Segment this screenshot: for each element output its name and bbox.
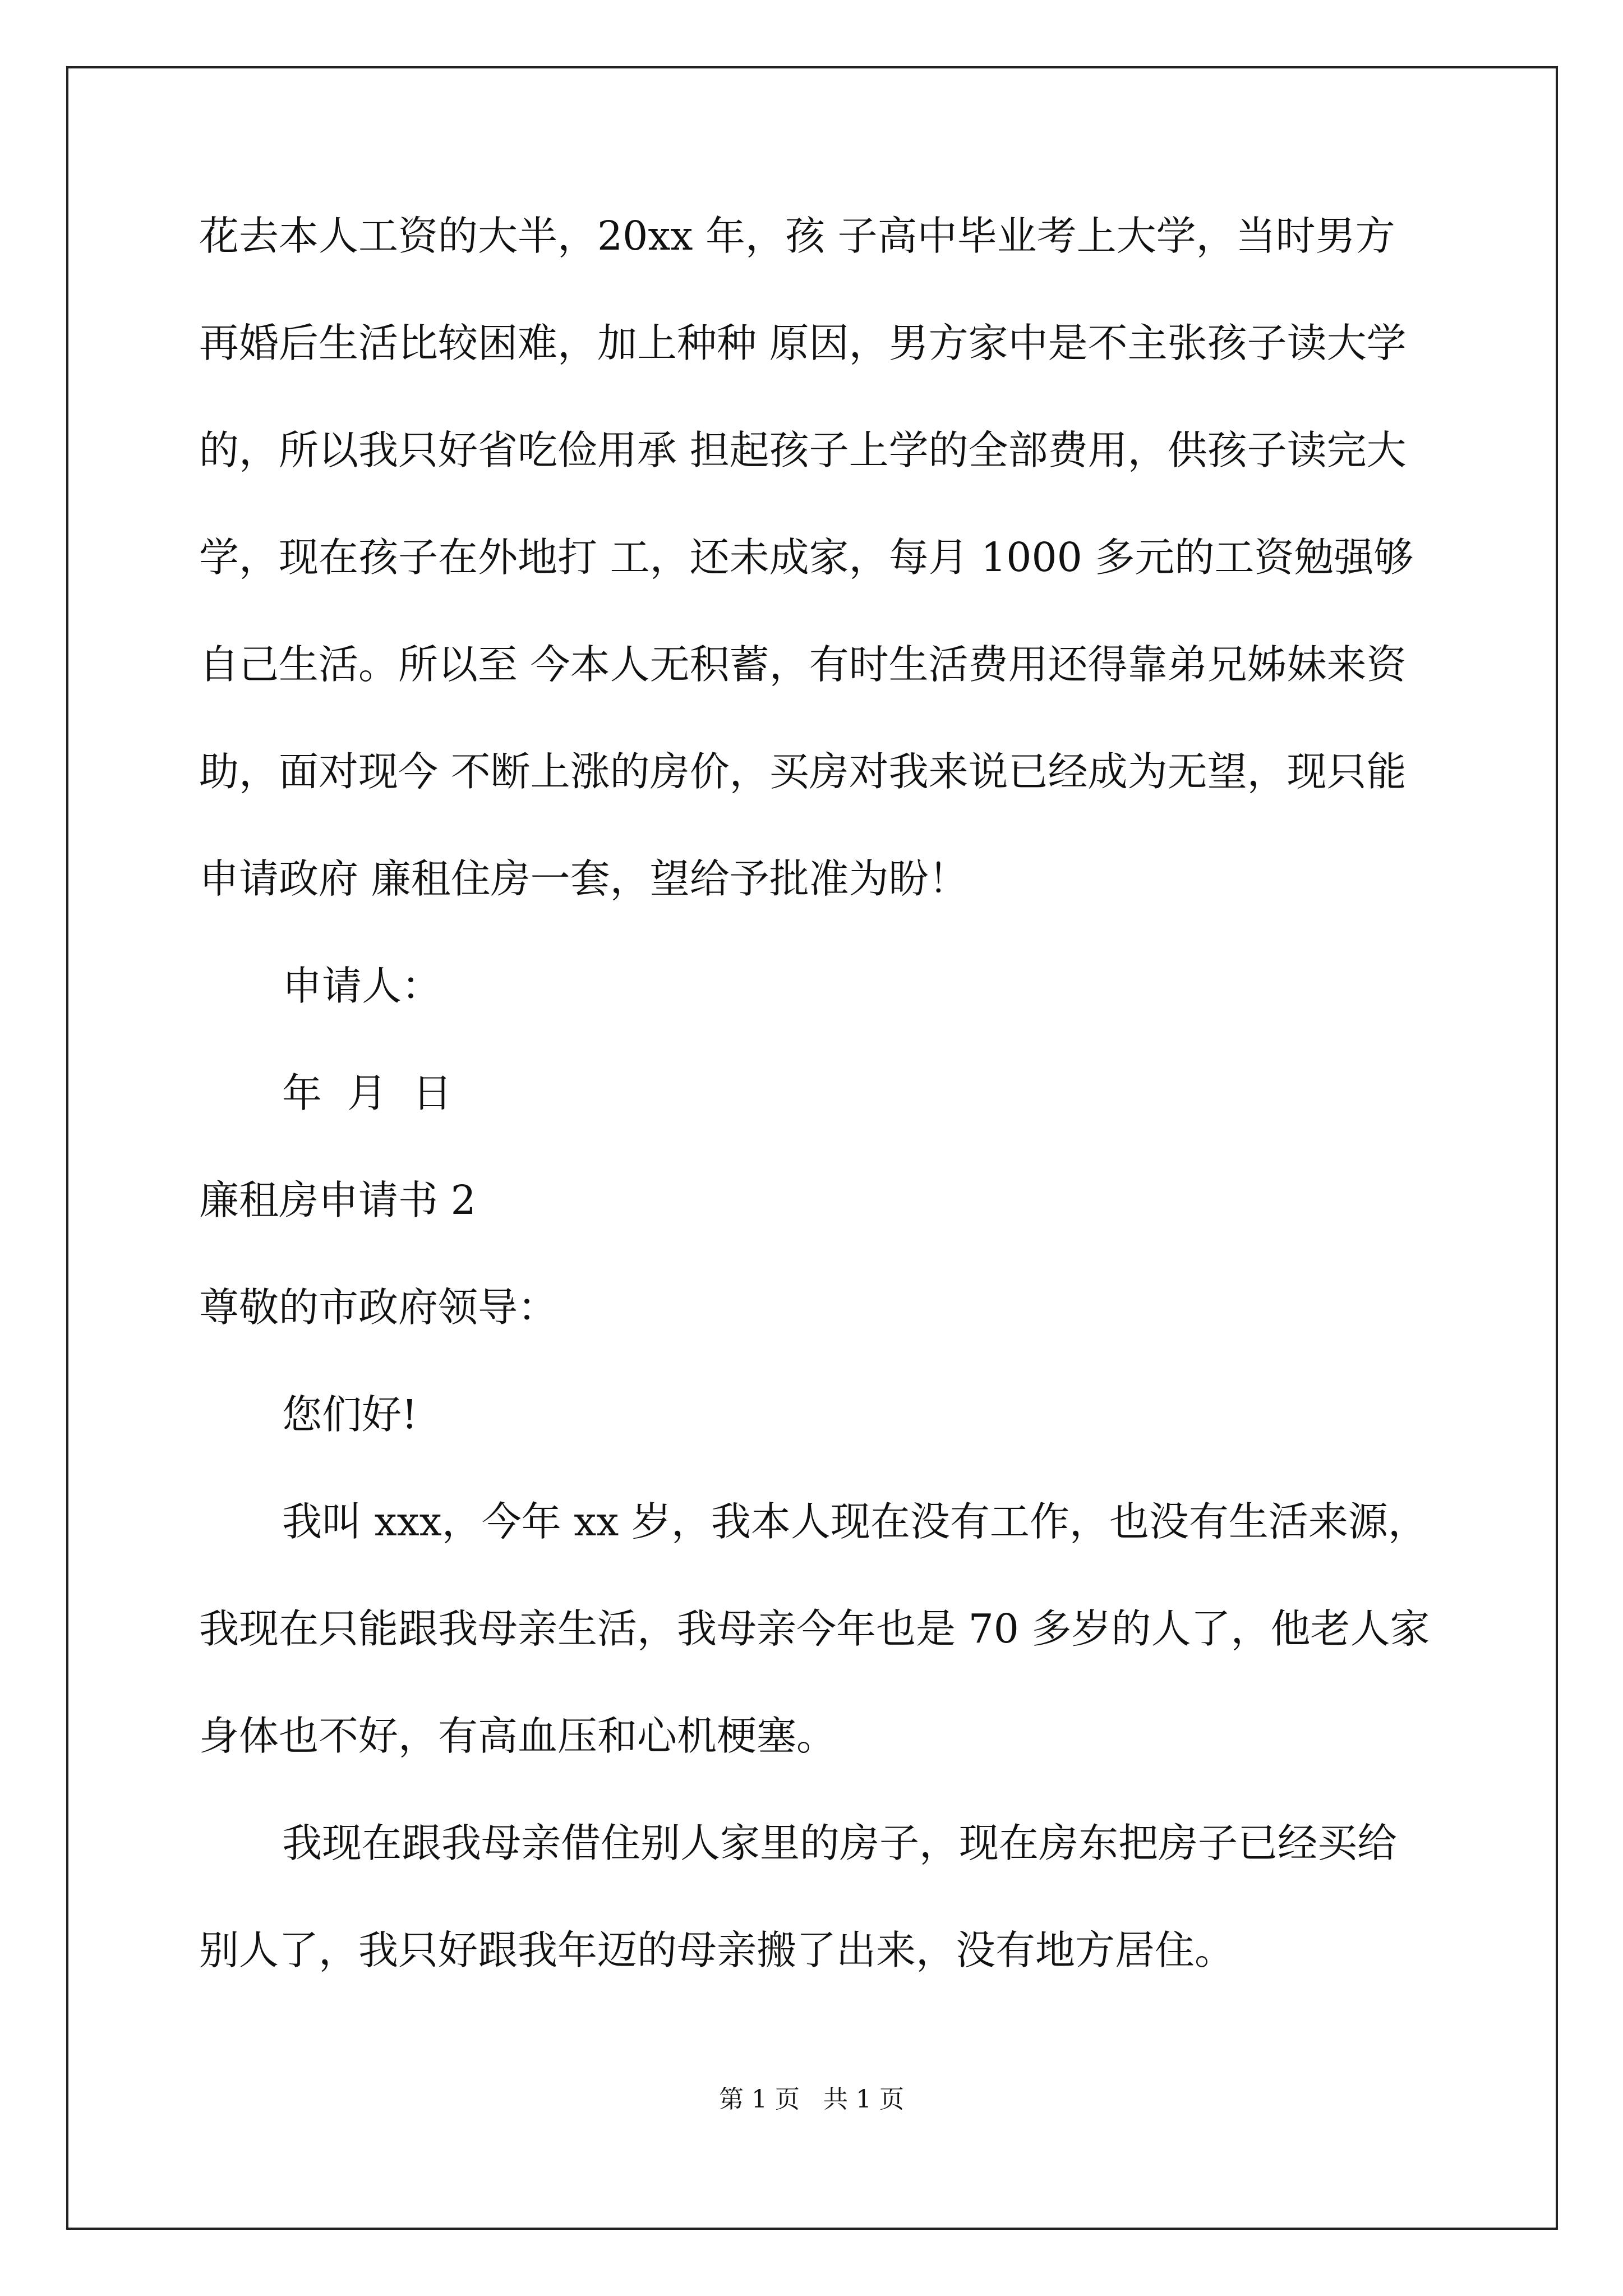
text-line: 助，面对现今 不断上涨的房价，买房对我来说已经成为无望，现只能: [199, 748, 1407, 795]
text-line: 我现在只能跟我母亲生活，我母亲今年也是 70 多岁的人了，他老人家: [199, 1605, 1430, 1652]
document-body: [199, 213, 1450, 2037]
greeting: 您们好!: [282, 1391, 418, 1438]
text-line: 申请政府 廉租住房一套，望给予批准为盼！: [199, 855, 969, 902]
text-line: 自己生活。所以至 今本人无积蓄，有时生活费用还得靠弟兄姊妹来资: [199, 641, 1407, 688]
text-line: 我叫 xxx，今年 xx 岁，我本人现在没有工作，也没有生活来源，: [282, 1498, 1428, 1545]
text-line: 再婚后生活比较困难，加上种种 原因，男方家中是不主张孩子读大学: [199, 320, 1407, 366]
section-title: 廉租房申请书 2: [199, 1177, 476, 1223]
text-line: 我现在跟我母亲借住别人家里的房子，现在房东把房子已经买给: [282, 1820, 1398, 1866]
text-line: 的，所以我只好省吃俭用承 担起孩子上学的全部费用，供孩子读完大: [199, 427, 1407, 473]
text-line: 别人了，我只好跟我年迈的母亲搬了出来，没有地方居住。: [199, 1927, 1235, 1973]
date-line: 年 月 日: [282, 1070, 453, 1116]
text-line: 花去本人工资的大半，20xx 年，孩 子高中毕业考上大学，当时男方: [199, 213, 1395, 259]
applicant-label: 申请人：: [282, 963, 442, 1009]
text-line: 身体也不好，有高血压和心机梗塞。: [199, 1713, 837, 1759]
page-footer: 第 1 页 共 1 页: [719, 2085, 904, 2114]
text-line: 学，现在孩子在外地打 工，还未成家，每月 1000 多元的工资勉强够: [199, 534, 1414, 581]
salutation: 尊敬的市政府领导：: [199, 1284, 558, 1331]
